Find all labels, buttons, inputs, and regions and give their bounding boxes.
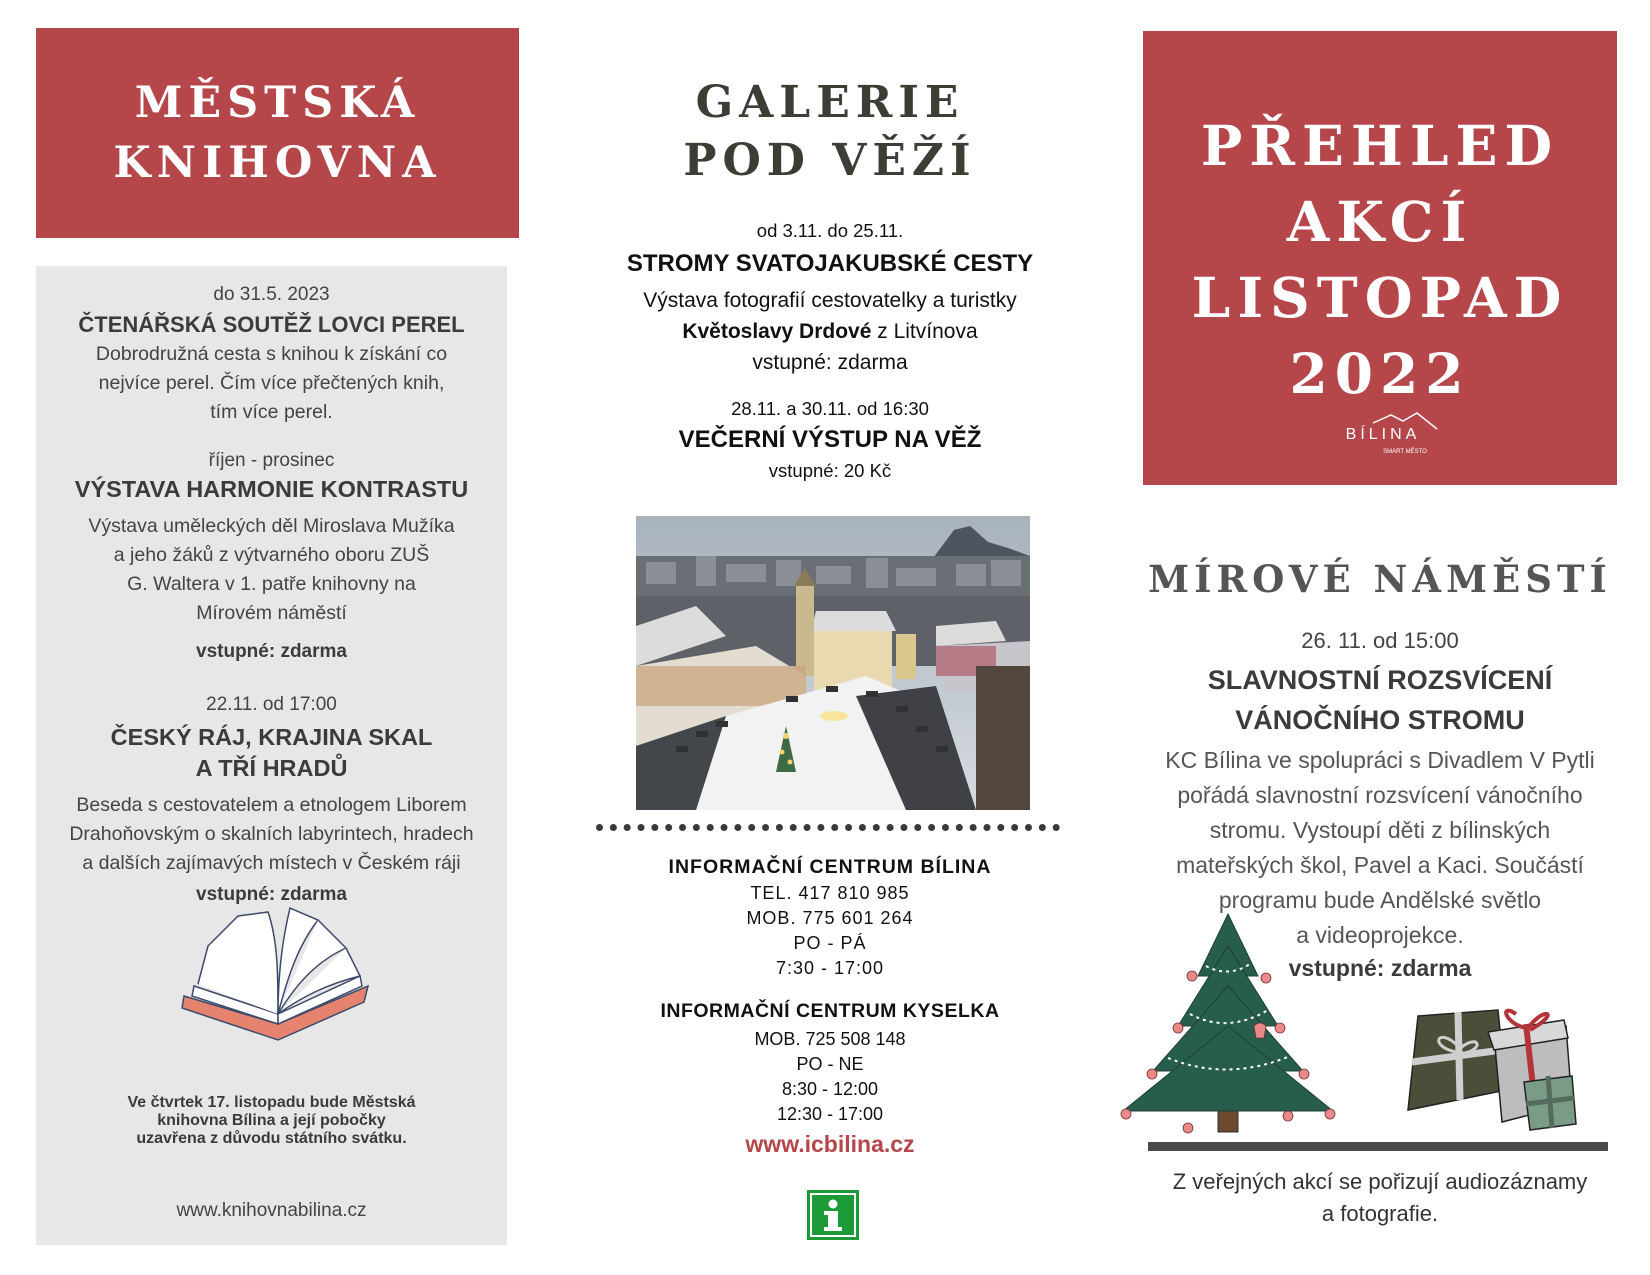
square-event-text-2: pořádá slavnostní rozsvícení vánočního [1177, 782, 1583, 808]
gallery-event-1-author [560, 316, 1100, 347]
open-book-icon [178, 906, 378, 1046]
library-panel [36, 266, 507, 1245]
overview-header-line-3: LISTOPAD [1191, 265, 1569, 330]
library-event-3-text-1: Beseda s cestovatelem a etnologem Liborem [76, 794, 467, 816]
gallery-event-2-fee: vstupné: 20 Kč [768, 460, 892, 481]
square-event-text-5: programu bude Andělské světlo [1218, 887, 1542, 913]
library-event-3-fee: vstupné: zdarma [196, 884, 347, 905]
square-event-text-4: mateřských škol, Pavel a Kaci. Součástí [1176, 852, 1584, 878]
library-event-2-date: říjen - prosinec [208, 450, 335, 471]
info-center-bilina-days: PO - PÁ [793, 933, 867, 953]
library-note-3: uzavřena z důvodu státního svátku. [136, 1130, 407, 1147]
square-title: MÍROVÉ NÁMĚSTÍ [1148, 557, 1612, 601]
footer-divider [1148, 1142, 1608, 1151]
library-event-2-text-4: Mírovém náměstí [196, 602, 347, 624]
info-center-kyselka-days: PO - NE [796, 1054, 864, 1074]
gallery-event-1-title: STROMY SVATOJAKUBSKÉ CESTY [626, 250, 1034, 277]
square-event-title-1: SLAVNOSTNÍ ROZSVÍCENÍ [1207, 665, 1553, 695]
library-event-3-date: 22.11. od 17:00 [206, 694, 337, 715]
library-website-link[interactable]: www.knihovnabilina.cz [176, 1200, 367, 1221]
library-header-line-1: MĚSTSKÁ [134, 78, 421, 128]
square-event-text-6: a videoprojekce. [1296, 922, 1464, 948]
library-event-1-title: ČTENÁŘSKÁ SOUTĚŽ LOVCI PEREL [78, 312, 465, 337]
gallery-event-1-text: Výstava fotografií cestovatelky a turistky [643, 289, 1017, 312]
gallery-event-1-date: od 3.11. do 25.11. [756, 220, 904, 241]
library-event-2-text-1: Výstava uměleckých děl Miroslava Mužíka [88, 515, 455, 537]
gallery-event-1-author-name: Květoslavy Drdové [682, 320, 872, 343]
bilina-logo-text: BÍLINA [1345, 426, 1421, 443]
library-event-2-text-2: a jeho žáků z výtvarného oboru ZUŠ [113, 544, 430, 566]
section-divider-dotted [596, 824, 1060, 832]
library-event-1-date: do 31.5. 2023 [213, 284, 330, 305]
square-event-text-3: stromu. Vystoupí děti z bílinských [1209, 817, 1551, 843]
library-header [36, 28, 519, 238]
square-event-fee: vstupné: zdarma [1288, 955, 1472, 981]
overview-header [1143, 31, 1617, 485]
library-event-3-title-2: A TŘÍ HRADŮ [195, 755, 348, 781]
info-center-bilina-phone[interactable]: TEL. 417 810 985 [750, 883, 910, 903]
gallery-header-line-1: GALERIE [695, 77, 965, 128]
square-event-title-2: VÁNOČNÍHO STROMU [1235, 705, 1525, 735]
library-event-3-title-1: ČESKÝ RÁJ, KRAJINA SKAL [110, 724, 433, 750]
library-event-3-text-2: Drahoňovským o skalních labyrintech, hradech [69, 823, 474, 845]
footer-note-1: Z veřejných akcí se pořizují audiozáznamy [1172, 1169, 1588, 1194]
library-event-3-text-3: a dalších zajímavých místech v Českém ráji [82, 852, 461, 874]
library-event-2-title: VÝSTAVA HARMONIE KONTRASTU [74, 476, 469, 502]
overview-header-line-1: PŘEHLED [1200, 113, 1560, 178]
info-center-kyselka-title: INFORMAČNÍ CENTRUM KYSELKA [660, 1000, 1000, 1022]
info-center-bilina-mobile[interactable]: MOB. 775 601 264 [746, 908, 914, 928]
gallery-event-1-fee: vstupné: zdarma [752, 351, 908, 374]
gallery-event-2-title: VEČERNÍ VÝSTUP NA VĚŽ [678, 426, 982, 453]
info-center-kyselka-mobile[interactable]: MOB. 725 508 148 [754, 1029, 906, 1049]
bilina-logo [1313, 409, 1453, 459]
square-event-date: 26. 11. od 15:00 [1301, 628, 1459, 653]
bilina-logo-subtitle: SMART MĚSTO [1383, 449, 1427, 455]
town-square-photo [636, 516, 1030, 810]
library-event-1-text-1: Dobrodružná cesta s knihou k získání co [95, 343, 448, 365]
overview-header-line-4: 2022 [1289, 341, 1471, 406]
christmas-tree-icon [1118, 906, 1338, 1138]
library-event-1-text-3: tím více perel. [210, 401, 333, 423]
footer-note-2: a fotografie. [1321, 1201, 1439, 1226]
info-center-website-link[interactable]: www.icbilina.cz [745, 1131, 915, 1157]
info-center-bilina-hours: 7:30 - 17:00 [775, 958, 885, 978]
square-event-text-1: KC Bílina ve spolupráci s Divadlem V Pytli [1165, 747, 1595, 773]
library-event-2-text-3: G. Waltera v 1. patře knihovny na [127, 573, 416, 595]
overview-header-line-2: AKCÍ [1286, 189, 1474, 254]
info-center-bilina-title: INFORMAČNÍ CENTRUM BÍLINA [668, 856, 992, 878]
library-header-line-2: KNIHOVNA [113, 138, 442, 188]
gallery-event-1-author-origin: z Litvínova [871, 320, 978, 343]
gallery-event-2-date: 28.11. a 30.11. od 16:30 [731, 398, 929, 419]
gift-boxes-icon [1398, 1006, 1588, 1134]
info-center-kyselka-hours-1: 8:30 - 12:00 [781, 1079, 879, 1099]
library-note-1: Ve čtvrtek 17. listopadu bude Městská [127, 1094, 416, 1111]
library-event-1-text-2: nejvíce perel. Čím více přečtených knih, [98, 372, 445, 394]
library-event-2-fee: vstupné: zdarma [196, 641, 347, 662]
info-center-kyselka-hours-2: 12:30 - 17:00 [776, 1104, 884, 1124]
library-note-2: knihovna Bílina a její pobočky [157, 1112, 386, 1129]
gallery-header-line-2: POD VĚŽÍ [683, 135, 977, 186]
info-icon [807, 1190, 859, 1240]
gallery-header [560, 74, 1100, 190]
